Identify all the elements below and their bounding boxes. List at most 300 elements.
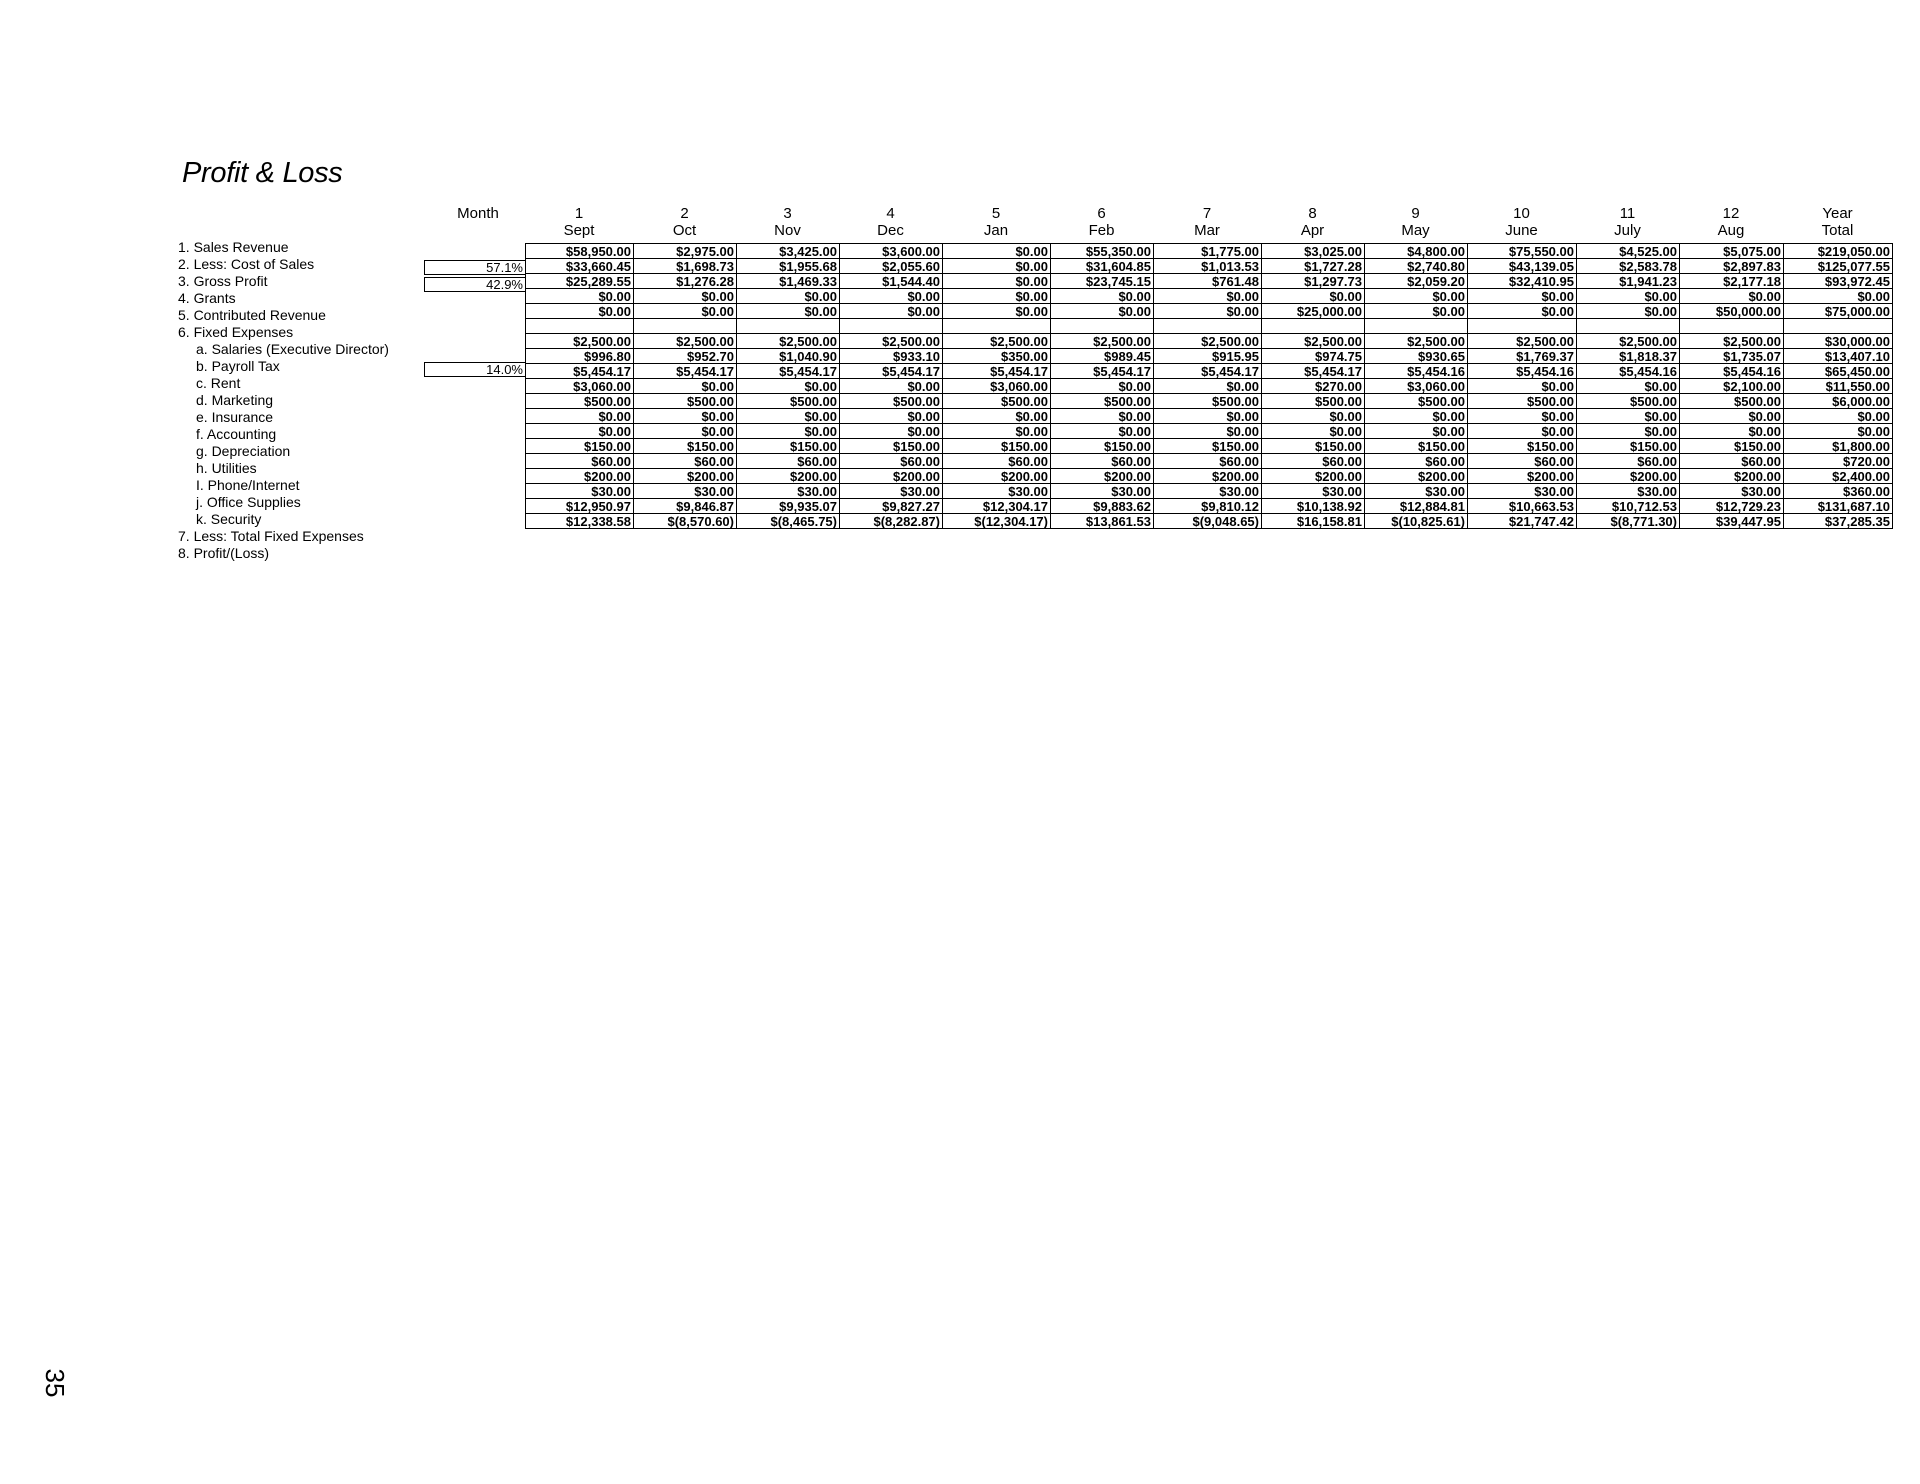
value-cell: $60.00 (1051, 454, 1154, 469)
value-cell: $31,604.85 (1051, 259, 1154, 274)
value-cell: $3,600.00 (840, 244, 943, 259)
value-cell: $0.00 (634, 289, 737, 304)
value-cell: $1,469.33 (737, 274, 840, 289)
value-cell: $5,454.17 (1262, 364, 1365, 379)
row-label: b. Payroll Tax (196, 358, 280, 374)
value-cell: $200.00 (840, 469, 943, 484)
value-cell: $200.00 (1468, 469, 1577, 484)
row-label: 6. Fixed Expenses (178, 324, 294, 340)
value-cell: $200.00 (737, 469, 840, 484)
value-cell: $30.00 (634, 484, 737, 499)
table-row (526, 409, 1893, 424)
value-cell: $30.00 (1577, 484, 1680, 499)
value-cell: $60.00 (1365, 454, 1468, 469)
value-cell: $500.00 (1262, 394, 1365, 409)
row-label: 3. Gross Profit (178, 273, 268, 289)
value-cell: $25,000.00 (1262, 304, 1365, 319)
value-cell: $1,727.28 (1262, 259, 1365, 274)
value-cell: $60.00 (840, 454, 943, 469)
row-label: e. Insurance (196, 409, 274, 425)
value-cell: $2,500.00 (840, 334, 943, 349)
value-cell: $60.00 (737, 454, 840, 469)
row-label: c. Rent (196, 375, 241, 391)
value-cell: $0.00 (1051, 379, 1154, 394)
value-cell: $5,454.17 (634, 364, 737, 379)
value-cell: $930.65 (1365, 349, 1468, 364)
value-cell: $60.00 (1577, 454, 1680, 469)
table-row (526, 514, 1893, 529)
value-cell: $500.00 (1577, 394, 1680, 409)
value-cell: $0.00 (1680, 424, 1784, 439)
value-cell: $150.00 (526, 439, 634, 454)
value-cell: $0.00 (737, 304, 840, 319)
value-cell: $150.00 (943, 439, 1051, 454)
value-cell: $0.00 (840, 289, 943, 304)
column-month-name: Mar (1194, 222, 1220, 239)
value-cell: $(8,771.30) (1577, 514, 1680, 529)
table-row (526, 379, 1893, 394)
value-cell: $0.00 (1784, 409, 1893, 424)
value-cell: $(8,282.87) (840, 514, 943, 529)
value-cell: $0.00 (1262, 289, 1365, 304)
value-cell: $0.00 (737, 424, 840, 439)
value-cell: $30.00 (1262, 484, 1365, 499)
value-cell: $(8,465.75) (737, 514, 840, 529)
value-cell: $200.00 (1262, 469, 1365, 484)
table-row (526, 349, 1893, 364)
value-cell: $43,139.05 (1468, 259, 1577, 274)
value-cell (1262, 319, 1365, 334)
value-cell: $60.00 (1468, 454, 1577, 469)
value-cell (1365, 319, 1468, 334)
value-cell: $0.00 (943, 289, 1051, 304)
table-row (526, 274, 1893, 289)
value-cell (1680, 319, 1784, 334)
value-cell: $150.00 (634, 439, 737, 454)
value-cell: $150.00 (1680, 439, 1784, 454)
column-number: 11 (1619, 205, 1636, 222)
value-cell: $1,297.73 (1262, 274, 1365, 289)
value-cell: $500.00 (1154, 394, 1262, 409)
value-cell: $30.00 (526, 484, 634, 499)
value-cell: $150.00 (1051, 439, 1154, 454)
value-cell: $150.00 (1468, 439, 1577, 454)
profit-loss-table (525, 243, 1893, 529)
value-cell: $500.00 (1051, 394, 1154, 409)
table-row (526, 499, 1893, 514)
value-cell: $1,775.00 (1154, 244, 1262, 259)
value-cell: $5,454.16 (1365, 364, 1468, 379)
row-label: 8. Profit/(Loss) (178, 545, 270, 561)
value-cell: $60.00 (943, 454, 1051, 469)
value-cell: $131,687.10 (1784, 499, 1893, 514)
value-cell (1468, 319, 1577, 334)
value-cell: $350.00 (943, 349, 1051, 364)
value-cell: $0.00 (840, 424, 943, 439)
value-cell: $500.00 (634, 394, 737, 409)
value-cell: $55,350.00 (1051, 244, 1154, 259)
value-cell: $4,800.00 (1365, 244, 1468, 259)
value-cell: $5,454.17 (526, 364, 634, 379)
column-month-name: July (1614, 222, 1641, 239)
value-cell: $761.48 (1154, 274, 1262, 289)
table-row (526, 364, 1893, 379)
value-cell (1784, 319, 1893, 334)
page-number: 35 (40, 1368, 70, 1398)
column-month-name: Apr (1300, 222, 1325, 239)
value-cell: $0.00 (1577, 424, 1680, 439)
column-number: 10 (1513, 205, 1530, 222)
value-cell: $37,285.35 (1784, 514, 1893, 529)
value-cell: $2,500.00 (943, 334, 1051, 349)
value-cell: $30.00 (943, 484, 1051, 499)
column-month-name: May (1401, 222, 1430, 239)
value-cell: $0.00 (1680, 409, 1784, 424)
value-cell: $1,544.40 (840, 274, 943, 289)
value-cell: $2,500.00 (737, 334, 840, 349)
value-cell: $2,177.18 (1680, 274, 1784, 289)
value-cell: $150.00 (1154, 439, 1262, 454)
value-cell: $5,454.16 (1680, 364, 1784, 379)
table-row (526, 304, 1893, 319)
value-cell: $0.00 (943, 259, 1051, 274)
value-cell: $2,897.83 (1680, 259, 1784, 274)
column-number: 12 (1722, 205, 1740, 222)
value-cell: $23,745.15 (1051, 274, 1154, 289)
value-cell: $500.00 (1680, 394, 1784, 409)
value-cell: $219,050.00 (1784, 244, 1893, 259)
row-label: j. Office Supplies (196, 494, 301, 510)
value-cell: $720.00 (1784, 454, 1893, 469)
value-cell (1577, 319, 1680, 334)
value-cell: $75,550.00 (1468, 244, 1577, 259)
row-label: d. Marketing (196, 392, 274, 408)
value-cell: $0.00 (526, 289, 634, 304)
value-cell: $30.00 (737, 484, 840, 499)
row-label: 1. Sales Revenue (178, 239, 289, 255)
column-month-name: Jan (983, 222, 1009, 239)
table-row (526, 469, 1893, 484)
column-month-name: Total (1821, 222, 1854, 239)
value-cell: $12,884.81 (1365, 499, 1468, 514)
value-cell: $1,735.07 (1680, 349, 1784, 364)
value-cell: $58,950.00 (526, 244, 634, 259)
row-label: 5. Contributed Revenue (178, 307, 326, 323)
value-cell: $500.00 (840, 394, 943, 409)
value-cell: $16,158.81 (1262, 514, 1365, 529)
value-cell: $60.00 (1262, 454, 1365, 469)
value-cell: $0.00 (840, 409, 943, 424)
value-cell: $12,950.97 (526, 499, 634, 514)
value-cell: $5,454.17 (840, 364, 943, 379)
value-cell: $500.00 (1468, 394, 1577, 409)
value-cell: $0.00 (634, 409, 737, 424)
value-cell: $50,000.00 (1680, 304, 1784, 319)
row-label: k. Security (196, 511, 262, 527)
value-cell: $1,769.37 (1468, 349, 1577, 364)
value-cell: $0.00 (1468, 424, 1577, 439)
value-cell: $60.00 (1154, 454, 1262, 469)
value-cell (840, 319, 943, 334)
value-cell: $0.00 (1154, 304, 1262, 319)
table-row (526, 289, 1893, 304)
value-cell: $500.00 (1365, 394, 1468, 409)
value-cell: $0.00 (1365, 424, 1468, 439)
value-cell: $1,013.53 (1154, 259, 1262, 274)
value-cell: $200.00 (1365, 469, 1468, 484)
value-cell: $0.00 (1154, 379, 1262, 394)
value-cell: $1,698.73 (634, 259, 737, 274)
value-cell: $0.00 (943, 274, 1051, 289)
value-cell: $30.00 (1468, 484, 1577, 499)
value-cell: $200.00 (943, 469, 1051, 484)
column-number: 7 (1202, 205, 1212, 222)
percentage-cell: 57.1% (424, 260, 526, 275)
value-cell: $2,500.00 (1051, 334, 1154, 349)
value-cell: $2,583.78 (1577, 259, 1680, 274)
value-cell: $1,040.90 (737, 349, 840, 364)
percentage-cell: 42.9% (424, 277, 526, 292)
value-cell: $75,000.00 (1784, 304, 1893, 319)
column-month-name: Oct (672, 222, 697, 239)
value-cell: $3,060.00 (1365, 379, 1468, 394)
value-cell: $2,740.80 (1365, 259, 1468, 274)
value-cell: $5,454.16 (1577, 364, 1680, 379)
value-cell: $200.00 (1154, 469, 1262, 484)
table-row (526, 454, 1893, 469)
value-cell: $996.80 (526, 349, 634, 364)
value-cell: $1,800.00 (1784, 439, 1893, 454)
value-cell: $0.00 (1468, 379, 1577, 394)
value-cell: $0.00 (1051, 424, 1154, 439)
value-cell: $500.00 (526, 394, 634, 409)
value-cell: $0.00 (1577, 304, 1680, 319)
column-number: 1 (574, 205, 584, 222)
value-cell: $(10,825.61) (1365, 514, 1468, 529)
value-cell: $9,827.27 (840, 499, 943, 514)
value-cell: $915.95 (1154, 349, 1262, 364)
value-cell: $5,075.00 (1680, 244, 1784, 259)
value-cell: $989.45 (1051, 349, 1154, 364)
value-cell: $500.00 (737, 394, 840, 409)
value-cell: $1,941.23 (1577, 274, 1680, 289)
month-header: Month (457, 205, 499, 222)
table-row (526, 394, 1893, 409)
value-cell: $0.00 (1365, 409, 1468, 424)
value-cell: $2,500.00 (1365, 334, 1468, 349)
value-cell: $200.00 (1680, 469, 1784, 484)
value-cell: $1,818.37 (1577, 349, 1680, 364)
value-cell: $0.00 (1154, 424, 1262, 439)
value-cell: $60.00 (634, 454, 737, 469)
value-cell: $13,861.53 (1051, 514, 1154, 529)
column-month-name: Aug (1717, 222, 1745, 239)
value-cell: $2,100.00 (1680, 379, 1784, 394)
value-cell: $0.00 (1784, 289, 1893, 304)
value-cell: $2,500.00 (526, 334, 634, 349)
value-cell: $150.00 (1262, 439, 1365, 454)
column-number: 3 (783, 205, 792, 222)
value-cell: $11,550.00 (1784, 379, 1893, 394)
row-label: f. Accounting (196, 426, 277, 442)
value-cell: $33,660.45 (526, 259, 634, 274)
value-cell (526, 319, 634, 334)
percentage-cell: 14.0% (424, 362, 526, 377)
value-cell: $0.00 (1468, 289, 1577, 304)
value-cell: $2,059.20 (1365, 274, 1468, 289)
value-cell: $30,000.00 (1784, 334, 1893, 349)
value-cell: $5,454.16 (1468, 364, 1577, 379)
row-label: 7. Less: Total Fixed Expenses (178, 528, 364, 544)
value-cell: $5,454.17 (737, 364, 840, 379)
value-cell: $0.00 (943, 304, 1051, 319)
table-row (526, 424, 1893, 439)
value-cell: $9,935.07 (737, 499, 840, 514)
value-cell: $30.00 (1365, 484, 1468, 499)
row-label: g. Depreciation (196, 443, 291, 459)
value-cell: $0.00 (634, 424, 737, 439)
value-cell: $2,500.00 (1154, 334, 1262, 349)
value-cell (943, 319, 1051, 334)
value-cell: $3,060.00 (526, 379, 634, 394)
value-cell: $200.00 (526, 469, 634, 484)
value-cell: $150.00 (1577, 439, 1680, 454)
value-cell: $2,975.00 (634, 244, 737, 259)
value-cell: $3,060.00 (943, 379, 1051, 394)
column-month-name: June (1505, 222, 1538, 239)
value-cell: $0.00 (1154, 289, 1262, 304)
value-cell: $9,883.62 (1051, 499, 1154, 514)
value-cell: $25,289.55 (526, 274, 634, 289)
value-cell: $1,276.28 (634, 274, 737, 289)
value-cell: $0.00 (1154, 409, 1262, 424)
value-cell: $30.00 (1154, 484, 1262, 499)
value-cell: $0.00 (634, 304, 737, 319)
value-cell: $12,338.58 (526, 514, 634, 529)
value-cell: $30.00 (840, 484, 943, 499)
value-cell: $2,500.00 (1577, 334, 1680, 349)
column-number: 4 (886, 205, 895, 222)
value-cell: $0.00 (1577, 289, 1680, 304)
value-cell (1051, 319, 1154, 334)
value-cell: $(9,048.65) (1154, 514, 1262, 529)
row-label: 2. Less: Cost of Sales (178, 256, 315, 272)
column-number: 8 (1308, 205, 1317, 222)
value-cell: $0.00 (1577, 379, 1680, 394)
value-cell: $(12,304.17) (943, 514, 1051, 529)
value-cell: $2,400.00 (1784, 469, 1893, 484)
table-row (526, 259, 1893, 274)
value-cell: $21,747.42 (1468, 514, 1577, 529)
page-title: Profit & Loss (182, 157, 343, 189)
value-cell: $30.00 (1051, 484, 1154, 499)
value-cell: $60.00 (1680, 454, 1784, 469)
value-cell: $0.00 (1784, 424, 1893, 439)
column-month-name: Feb (1088, 222, 1115, 239)
column-number: 6 (1097, 205, 1106, 222)
value-cell (737, 319, 840, 334)
value-cell: $933.10 (840, 349, 943, 364)
value-cell: $2,055.60 (840, 259, 943, 274)
value-cell: $9,846.87 (634, 499, 737, 514)
value-cell: $200.00 (1577, 469, 1680, 484)
value-cell: $150.00 (1365, 439, 1468, 454)
value-cell: $2,500.00 (634, 334, 737, 349)
table-row (526, 319, 1893, 334)
column-number: 5 (991, 205, 1001, 222)
value-cell: $952.70 (634, 349, 737, 364)
value-cell: $0.00 (1680, 289, 1784, 304)
value-cell: $0.00 (634, 379, 737, 394)
value-cell: $13,407.10 (1784, 349, 1893, 364)
value-cell: $974.75 (1262, 349, 1365, 364)
value-cell: $0.00 (737, 409, 840, 424)
value-cell (634, 319, 737, 334)
value-cell: $65,450.00 (1784, 364, 1893, 379)
value-cell: $9,810.12 (1154, 499, 1262, 514)
value-cell: $10,663.53 (1468, 499, 1577, 514)
value-cell: $2,500.00 (1262, 334, 1365, 349)
value-cell: $360.00 (1784, 484, 1893, 499)
value-cell: $0.00 (1365, 304, 1468, 319)
value-cell: $0.00 (1051, 289, 1154, 304)
value-cell: $10,138.92 (1262, 499, 1365, 514)
value-cell: $1,955.68 (737, 259, 840, 274)
column-number: 9 (1411, 205, 1420, 222)
column-number: Year (1822, 205, 1853, 222)
value-cell: $5,454.17 (1051, 364, 1154, 379)
table-row (526, 439, 1893, 454)
column-number: 2 (680, 205, 689, 222)
value-cell: $4,525.00 (1577, 244, 1680, 259)
value-cell: $60.00 (526, 454, 634, 469)
value-cell: $0.00 (840, 304, 943, 319)
value-cell: $270.00 (1262, 379, 1365, 394)
column-month-name: Sept (563, 222, 595, 239)
value-cell: $0.00 (1365, 289, 1468, 304)
value-cell: $30.00 (1680, 484, 1784, 499)
value-cell: $0.00 (526, 424, 634, 439)
value-cell: $0.00 (943, 424, 1051, 439)
table-row (526, 244, 1893, 259)
value-cell: $12,729.23 (1680, 499, 1784, 514)
value-cell: $0.00 (1577, 409, 1680, 424)
row-label: a. Salaries (Executive Director) (196, 341, 389, 357)
column-month-name: Dec (877, 222, 904, 239)
value-cell: $93,972.45 (1784, 274, 1893, 289)
value-cell: $0.00 (943, 409, 1051, 424)
value-cell: $12,304.17 (943, 499, 1051, 514)
value-cell: $5,454.17 (943, 364, 1051, 379)
value-cell: $0.00 (1468, 409, 1577, 424)
value-cell (1154, 319, 1262, 334)
value-cell: $5,454.17 (1154, 364, 1262, 379)
value-cell: $32,410.95 (1468, 274, 1577, 289)
value-cell: $0.00 (943, 244, 1051, 259)
value-cell: $0.00 (737, 289, 840, 304)
value-cell: $125,077.55 (1784, 259, 1893, 274)
value-cell: $200.00 (634, 469, 737, 484)
value-cell: $0.00 (1262, 409, 1365, 424)
value-cell: $150.00 (840, 439, 943, 454)
value-cell: $3,425.00 (737, 244, 840, 259)
value-cell: $150.00 (737, 439, 840, 454)
value-cell: $0.00 (526, 304, 634, 319)
value-cell: $2,500.00 (1680, 334, 1784, 349)
value-cell: $10,712.53 (1577, 499, 1680, 514)
value-cell: $0.00 (1051, 409, 1154, 424)
value-cell: $(8,570.60) (634, 514, 737, 529)
